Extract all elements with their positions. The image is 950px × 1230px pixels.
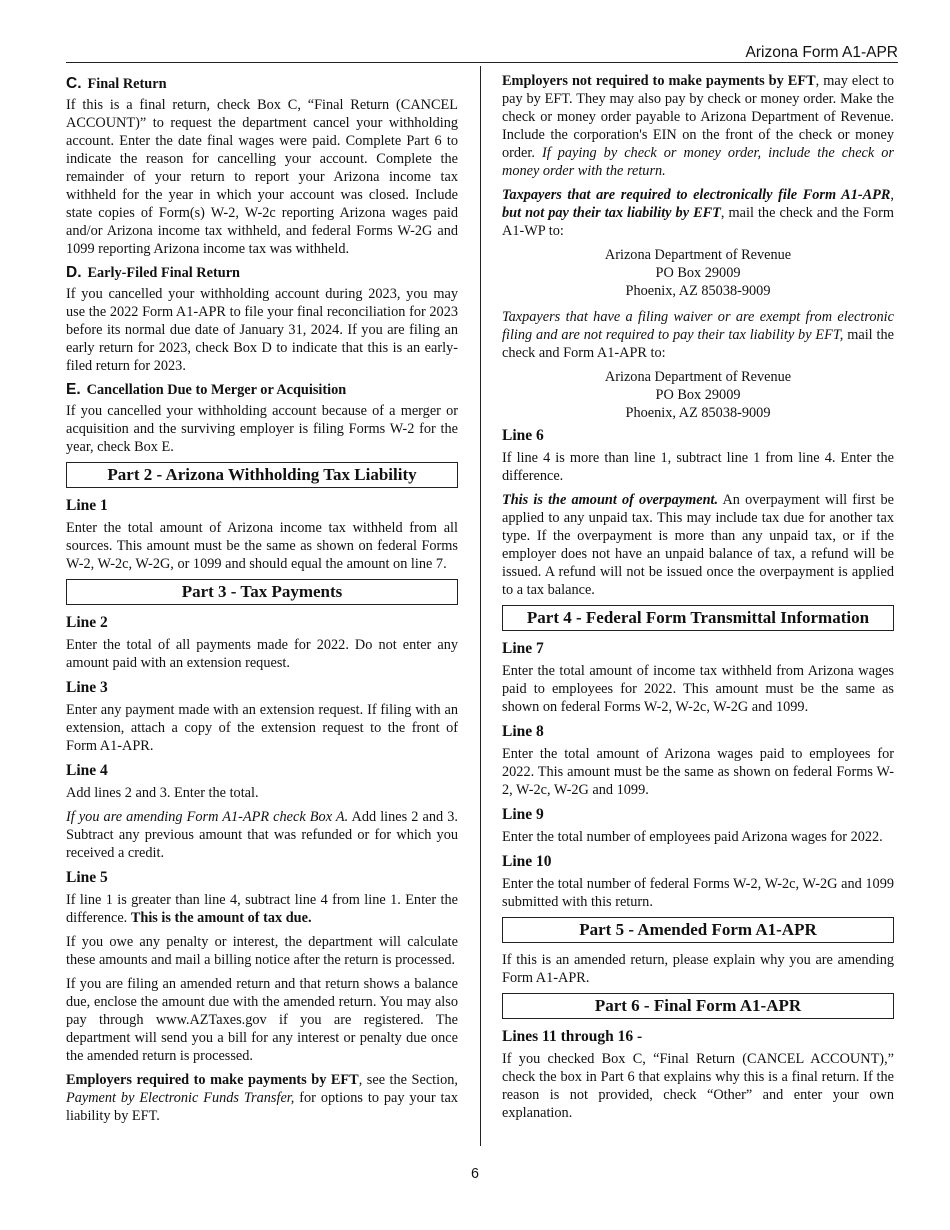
- line-2-label: Line 2: [66, 614, 108, 631]
- line-7-text: Enter the total amount of income tax withheld from Arizona wages paid to employees for 2022. This amount must be the same as shown on federal Forms W-2, W-2c, W-2G and 1099.: [502, 663, 894, 715]
- line-10-text: Enter the total number of federal Forms W-2, W-2c, W-2G and 1099 submitted with this return.: [502, 876, 894, 910]
- section-d-text: If you cancelled your withholding account during 2023, you may use the 2022 Form A1-APR to file your final reconciliation for 2023 before its normal due date of January 31, 2024. If you are filing an early return for 2023, check Box D to indicate that this is an early-filed return for 2023.: [66, 286, 458, 374]
- line-4-label: Line 4: [66, 762, 108, 779]
- overpayment-text: [502, 491, 894, 599]
- address-2-line-2: PO Box 29009: [655, 387, 741, 403]
- line-6-text: If line 4 is more than line 1, subtract line 1 from line 4. Enter the difference.: [502, 450, 894, 484]
- right-column: [502, 72, 894, 1128]
- overpayment-emphasis: This is the amount of overpayment.: [502, 492, 719, 508]
- form-title: Arizona Form A1-APR: [745, 44, 898, 61]
- line-10-label: Line 10: [502, 853, 552, 870]
- left-column: [66, 72, 458, 1131]
- eft-required-end: for options to pay your tax liability by EFT.: [66, 1090, 459, 1124]
- address-2-line-1: Arizona Department of Revenue: [604, 369, 792, 385]
- line-5-label: Line 5: [66, 869, 108, 886]
- mailing-address-1: [502, 246, 894, 300]
- line-5-instructions: If line 1 is greater than line 4, subtract line 4 from line 1. Enter the difference.: [66, 892, 458, 926]
- efile-required-end: , mail the check and the Form A1-WP to:: [502, 205, 895, 239]
- line-9-label: Line 9: [502, 806, 544, 823]
- part-2-heading: Part 2 - Arizona Withholding Tax Liability: [66, 462, 458, 488]
- section-c-text: If this is a final return, check Box C, “Final Return (CANCEL ACCOUNT)” to request the department cancel your withholding account. Enter the date final wages were paid. Complete Part 6 to indicate the reason for cancelling your account. Complete the remainder of your return to report your Arizona income tax withheld for the year in which your account was closed. Include state copies of Form(s) W-2, W-2c reporting Arizona wages paid and/or Arizona income tax withheld, and federal Forms W-2G and 1099 reporting Arizona income tax was withheld.: [66, 97, 458, 257]
- waiver-text: [502, 308, 894, 362]
- line-3-label: Line 3: [66, 679, 108, 696]
- line-7-label: Line 7: [502, 640, 544, 657]
- part-3-heading: Part 3 - Tax Payments: [66, 579, 458, 605]
- part-6-heading: Part 6 - Final Form A1-APR: [502, 993, 894, 1019]
- section-e-text: If you cancelled your withholding account because of a merger or acquisition and the surviving employer is filing Forms W-2 for the year, check Box E.: [66, 403, 458, 455]
- address-1-line-3: Phoenix, AZ 85038-9009: [625, 283, 771, 299]
- line-4-amend-text: [66, 808, 458, 862]
- line-2-text: Enter the total of all payments made for 2022. Do not enter any amount paid with an extension request.: [66, 637, 458, 671]
- eft-not-required-bold: Employers not required to make payments by EFT: [502, 73, 816, 89]
- line-5-text: [66, 891, 458, 927]
- penalty-text: If you owe any penalty or interest, the department will calculate these amounts and mail a billing notice after the return is processed.: [66, 934, 458, 968]
- eft-not-required-italic: If paying by check or money order, include the check or money order with the return.: [502, 145, 894, 179]
- efile-required-bi-1: Taxpayers that are required to electronically file Form A1-APR: [502, 187, 891, 203]
- line-8-text: Enter the total amount of Arizona wages paid to employees for 2022. This amount must be the same as shown on federal Forms W-2, W-2c, W-2G and 1099.: [502, 746, 894, 798]
- section-d-title: Early-Filed Final Return: [87, 265, 240, 281]
- section-c-heading: [66, 75, 458, 93]
- address-2-line-3: Phoenix, AZ 85038-9009: [625, 405, 771, 421]
- efile-required-text: [502, 186, 894, 240]
- line-4-amend-rest: Add lines 2 and 3. Subtract any previous amount that was refunded or for which you received a credit.: [66, 809, 458, 861]
- line-9-text: Enter the total number of employees paid Arizona wages for 2022.: [502, 829, 883, 845]
- eft-required-mid: , see the Section,: [358, 1072, 458, 1088]
- mailing-address-2: [502, 368, 894, 422]
- part-5-heading: Part 5 - Amended Form A1-APR: [502, 917, 894, 943]
- column-divider: [480, 66, 481, 1146]
- section-c-letter: C.: [66, 75, 82, 92]
- address-1-line-2: PO Box 29009: [655, 265, 741, 281]
- header-rule: [66, 62, 898, 63]
- lines-11-16-label: Lines 11 through 16 -: [502, 1028, 643, 1045]
- line-4-amend-italic: If you are amending Form A1-APR check Box A.: [66, 809, 349, 825]
- waiver-end: mail the check and Form A1-APR to:: [502, 327, 894, 361]
- efile-required-sep: ,: [890, 187, 894, 203]
- page-number: 6: [471, 1166, 479, 1182]
- line-5-emphasis: This is the amount of tax due.: [130, 910, 312, 926]
- line-4-text: Add lines 2 and 3. Enter the total.: [66, 785, 259, 801]
- eft-required-bold: Employers required to make payments by EFT: [66, 1072, 359, 1088]
- section-d-letter: D.: [66, 264, 82, 281]
- eft-required-text: [66, 1071, 458, 1125]
- part-4-heading: Part 4 - Federal Form Transmittal Information: [502, 605, 894, 631]
- amended-balance-text: If you are filing an amended return and that return shows a balance due, enclose the amount due with the amended return. You may also pay through www.AZTaxes.gov if you are registered. The department will send you a bill for any interest or penalty due once the amended return is processed.: [66, 976, 458, 1064]
- section-d-heading: [66, 264, 458, 282]
- waiver-italic: Taxpayers that have a filing waiver or are exempt from electronic filing and are not required to pay their tax liability by EFT,: [502, 309, 894, 343]
- line-3-text: Enter any payment made with an extension request. If filing with an extension, attach a copy of the extension request to the front of Form A1-APR.: [66, 702, 458, 754]
- section-c-title: Final Return: [87, 76, 167, 92]
- line-8-label: Line 8: [502, 723, 544, 740]
- part-5-text: If this is an amended return, please explain why you are amending Form A1-APR.: [502, 952, 894, 986]
- efile-required-bi-2: but not pay their tax liability by EFT: [502, 205, 721, 221]
- eft-not-required-body: , may elect to pay by EFT. They may also pay by check or money order. Make the check or money order payable to Arizona Department of Revenue. Include the corporation's EIN on the front of the check or money order.: [502, 73, 894, 161]
- section-e-title: Cancellation Due to Merger or Acquisition: [86, 382, 347, 398]
- address-1-line-1: Arizona Department of Revenue: [604, 247, 792, 263]
- line-1-label: Line 1: [66, 497, 108, 514]
- section-e-heading: [66, 381, 458, 399]
- line-1-text: Enter the total amount of Arizona income tax withheld from all sources. This amount must be the same as shown on federal Forms W-2, W-2c, W-2G, or 1099 and should equal the amount on line 7.: [66, 520, 458, 572]
- line-6-label: Line 6: [502, 427, 544, 444]
- section-e-letter: E.: [66, 381, 81, 398]
- eft-section-ref: Payment by Electronic Funds Transfer,: [66, 1090, 295, 1106]
- overpayment-body: An overpayment will first be applied to any unpaid tax. This may include tax due for another tax type. If the overpayment is more than any unpaid tax, or if the employer does not have an unpaid balance of tax, a refund will be issued. A refund will not be issued once the overpayment is applied to a tax balance.: [502, 492, 894, 598]
- part-6-text: If you checked Box C, “Final Return (CANCEL ACCOUNT),” check the box in Part 6 that explains why this is a final return. If the reason is not provided, check “Other” and enter your own explanation.: [502, 1051, 894, 1121]
- eft-not-required-text: [502, 72, 894, 180]
